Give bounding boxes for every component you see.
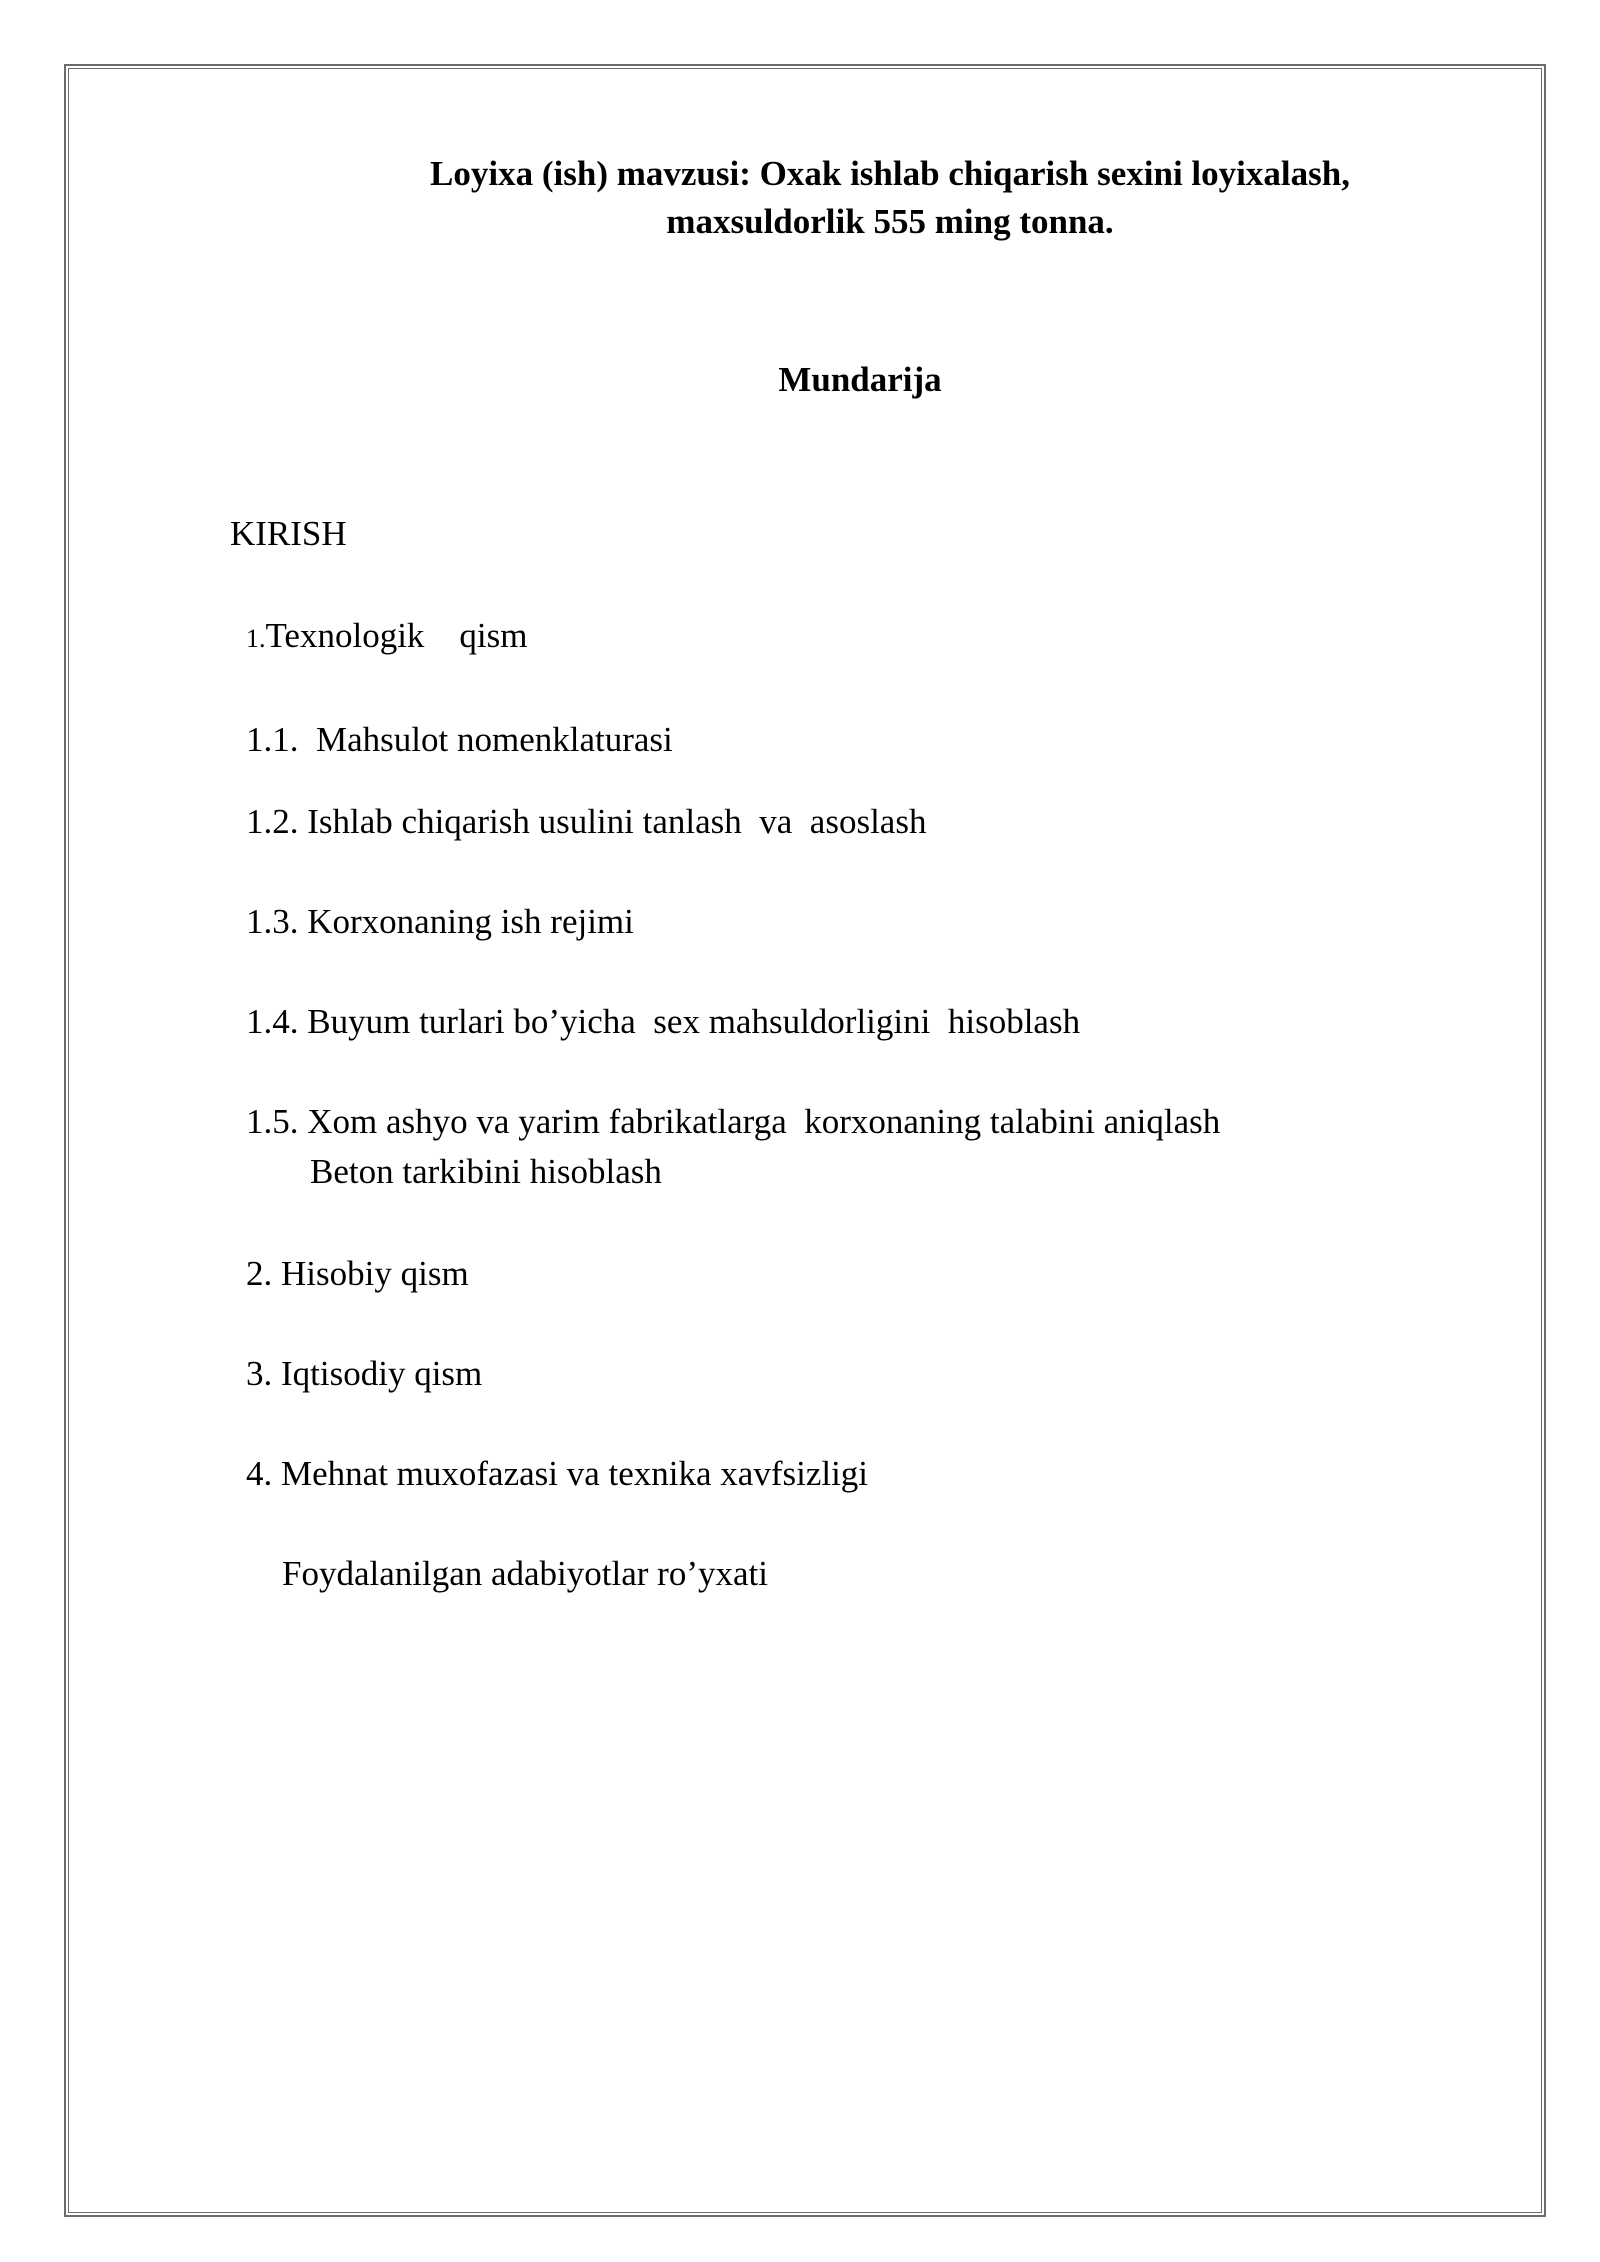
toc-item-3: 3. Iqtisodiy qism bbox=[246, 1354, 483, 1393]
toc-item-label: Texnologik qism bbox=[265, 616, 528, 655]
toc-item-1-3: 1.3. Korxonaning ish rejimi bbox=[246, 902, 634, 941]
toc-item-intro: KIRISH bbox=[230, 514, 347, 553]
toc-item-2: 2. Hisobiy qism bbox=[246, 1254, 469, 1293]
toc-item-1-5-line-1: 1.5. Xom ashyo va yarim fabrikatlarga korxonaning talabini aniqlash bbox=[246, 1102, 1221, 1141]
toc-item-4: 4. Mehnat muxofazasi va texnika xavfsizligi bbox=[246, 1454, 869, 1493]
toc-item-1-2: 1.2. Ishlab chiqarish usulini tanlash va asoslash bbox=[246, 802, 927, 841]
document-title bbox=[380, 150, 1400, 246]
toc-item-1-1: 1.1. Mahsulot nomenklaturasi bbox=[246, 720, 673, 759]
toc-item-1-5-line-2: Beton tarkibini hisoblash bbox=[310, 1152, 662, 1191]
toc-item-references: Foydalanilgan adabiyotlar ro’yxati bbox=[282, 1554, 768, 1593]
toc-heading: Mundarija bbox=[778, 360, 942, 399]
toc-item-1-4: 1.4. Buyum turlari bo’yicha sex mahsuldorligini hisoblash bbox=[246, 1002, 1081, 1041]
toc-item-number: 1. bbox=[246, 624, 266, 653]
document-title-line-1: Loyixa (ish) mavzusi: Oxak ishlab chiqarish sexini loyixalash, bbox=[430, 154, 1350, 193]
toc-item-technological-part bbox=[246, 612, 528, 663]
document-title-line-2: maxsuldorlik 555 ming tonna. bbox=[666, 202, 1114, 241]
